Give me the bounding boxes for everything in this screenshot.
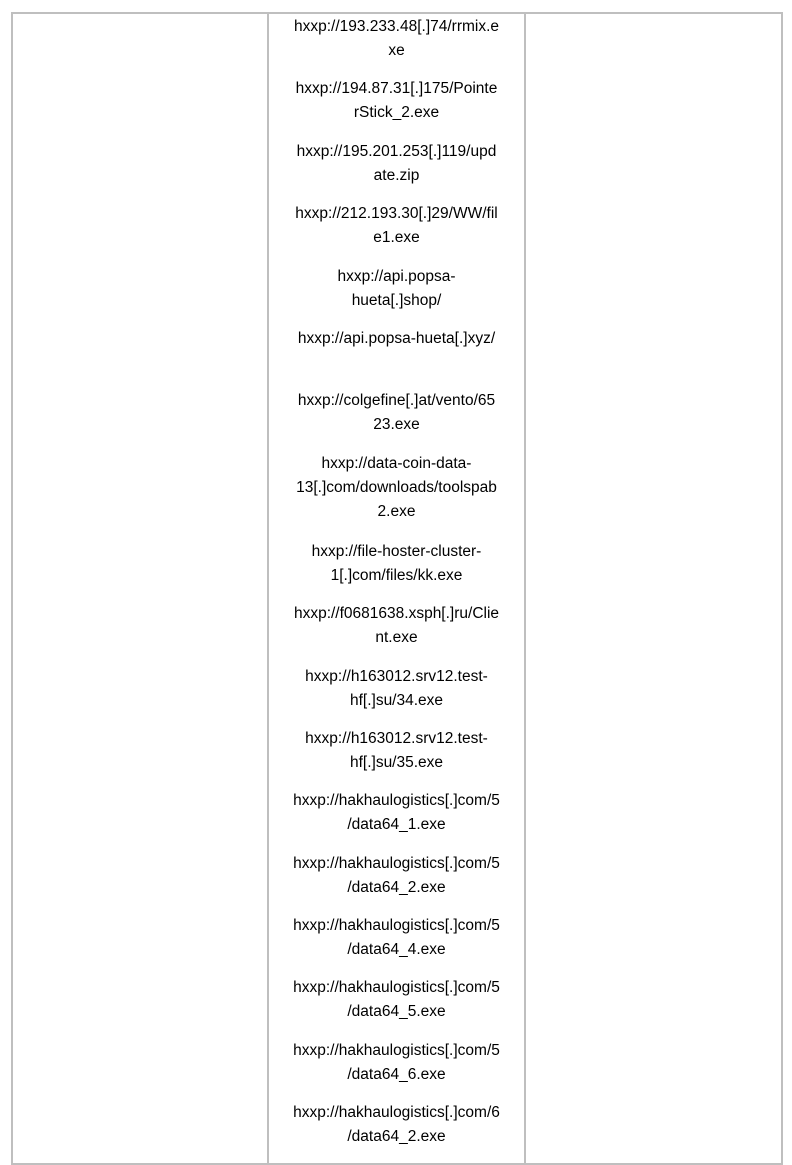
url-line: hxxp://193.233.48[.]74/rrmix.e — [293, 18, 500, 35]
url-line: hxxp://hakhaulogistics[.]com/5 — [293, 792, 500, 810]
url-line: /data64_4.exe — [347, 941, 446, 959]
url-line: nt.exe — [375, 629, 418, 647]
table-cell-urls — [268, 13, 525, 1164]
url-entry — [275, 664, 518, 726]
url-entry — [275, 851, 518, 913]
table-cell-right — [525, 13, 782, 1164]
url-line: hxxp://f0681638.xsph[.]ru/Clie — [293, 605, 500, 623]
url-line: hxxp://hakhaulogistics[.]com/6 — [293, 1104, 500, 1122]
url-line: 1[.]com/files/kk.exe — [330, 566, 463, 584]
url-line: e1.exe — [373, 229, 420, 247]
url-entry — [275, 201, 518, 263]
url-entry — [275, 726, 518, 788]
url-line: hxxp://api.popsa-hueta[.]xyz/ — [297, 329, 496, 347]
url-line: hxxp://hakhaulogistics[.]com/5 — [293, 917, 500, 935]
url-line: hxxp://212.193.30[.]29/WW/fil — [295, 205, 498, 223]
url-line: hf[.]su/35.exe — [349, 753, 444, 771]
url-list — [269, 14, 524, 1163]
url-entry — [275, 1100, 518, 1162]
url-line: hxxp://file-hoster-cluster- — [311, 542, 482, 560]
url-entry — [275, 14, 518, 76]
url-line: rStick_2.exe — [353, 104, 440, 122]
url-line: ate.zip — [373, 166, 420, 184]
url-entry — [275, 139, 518, 201]
url-line: hxxp://api.popsa- — [337, 267, 456, 285]
url-line: hxxp://hakhaulogistics[.]com/5 — [293, 854, 500, 872]
table-cell-left — [12, 13, 268, 1164]
url-entry — [275, 913, 518, 975]
url-line: hueta[.]shop/ — [351, 291, 442, 309]
url-line: /data64_2.exe — [347, 1128, 446, 1146]
url-entry — [275, 1038, 518, 1100]
url-entry — [275, 539, 518, 601]
url-line: 2.exe — [377, 502, 416, 520]
url-entry — [275, 76, 518, 138]
url-line: hxxp://h163012.srv12.test- — [305, 667, 488, 685]
url-entry — [275, 788, 518, 850]
url-line: /data64_1.exe — [347, 816, 446, 834]
url-line: hxxp://195.201.253[.]119/upd — [296, 142, 497, 160]
url-line: /data64_2.exe — [347, 878, 446, 896]
url-line: hxxp://hakhaulogistics[.]com/5 — [293, 1041, 500, 1059]
url-entry — [275, 264, 518, 326]
url-line: 13[.]com/downloads/toolspab — [296, 478, 497, 496]
url-entry — [275, 451, 518, 539]
url-line: xe — [388, 42, 405, 59]
url-entry — [275, 326, 518, 388]
url-line: hxxp://data-coin-data- — [321, 454, 472, 472]
url-line: hxxp://h163012.srv12.test- — [305, 729, 488, 747]
url-line: hf[.]su/34.exe — [349, 691, 444, 709]
url-line: hxxp://colgefine[.]at/vento/65 — [297, 392, 496, 410]
url-entry — [275, 388, 518, 450]
url-line: /data64_6.exe — [347, 1065, 446, 1083]
ioc-table — [11, 12, 783, 1165]
url-entry — [275, 975, 518, 1037]
url-entry — [275, 601, 518, 663]
url-line: /data64_5.exe — [347, 1003, 446, 1021]
url-line: 23.exe — [373, 416, 420, 434]
url-line: hxxp://hakhaulogistics[.]com/5 — [293, 979, 500, 997]
url-line: hxxp://194.87.31[.]175/Pointe — [295, 80, 498, 98]
table-row — [12, 13, 782, 1164]
